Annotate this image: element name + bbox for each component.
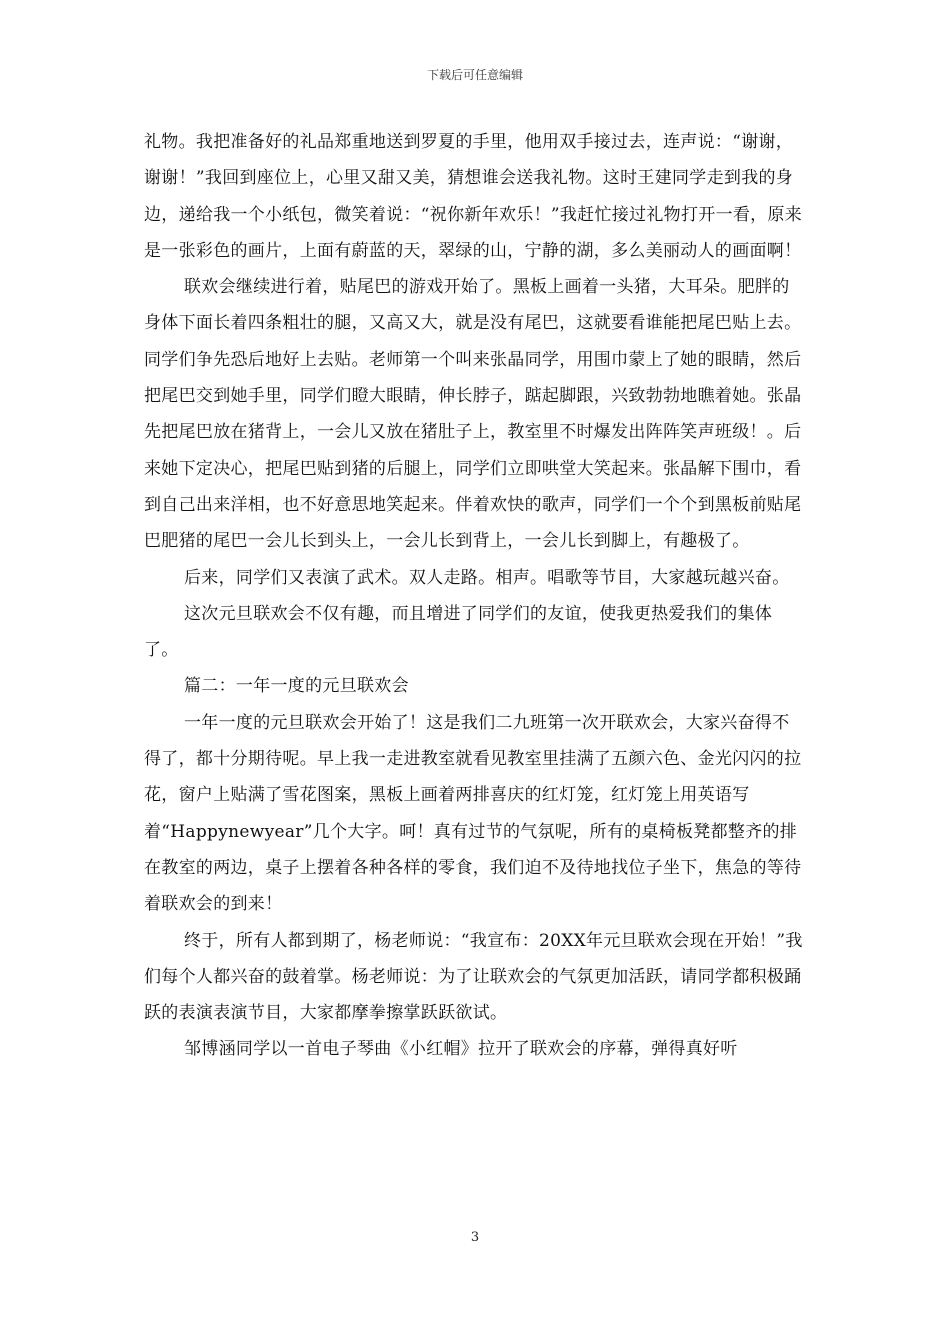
paragraph: 终于，所有人都到期了，杨老师说：“我宣布：20XX年元旦联欢会现在开始！”我们每个人都兴奋的鼓着掌。杨老师说：为了让联欢会的气氛更加活跃，请同学都积极踊跃的表演表演节目，大家都摩拳擦掌跃跃欲试。 <box>144 930 803 1024</box>
document-body <box>144 124 806 1068</box>
paragraph: 邹博涵同学以一首电子琴曲《小红帽》拉开了联欢会的序幕，弹得真好听 <box>184 1039 738 1060</box>
paragraph: 一年一度的元旦联欢会开始了！这是我们二九班第一次开联欢会，大家兴奋得不得了，都十分期待呢。早上我一走进教室就看见教室里挂满了五颜六色、金光闪闪的拉花，窗户上贴满了雪花图案，黑板上画着两排喜庆的红灯笼，红灯笼上用英语写着“Happynewyear”几个大字。呵！真有过节的气氛呢，所有的桌椅板凳都整齐的排在教室的两边，桌子上摆着各种各样的零食，我们迫不及待地找位子坐下，焦急的等待着联欢会的到来！ <box>144 712 802 915</box>
paragraph-continuation: 礼物。我把准备好的礼品郑重地送到罗夏的手里，他用双手接过去，连声说：“谢谢，谢谢！”我回到座位上，心里又甜又美，猜想谁会送我礼物。这时王建同学走到我的身边，递给我一个小纸包，微笑着说：“祝你新年欢乐！”我赶忙接过礼物打开一看，原来是一张彩色的画片，上面有蔚蓝的天，翠绿的山，宁静的湖，多么美丽动人的画面啊！ <box>144 132 803 261</box>
paragraph: 联欢会继续进行着，贴尾巴的游戏开始了。黑板上画着一头猪，大耳朵。肥胖的身体下面长着四条粗壮的腿，又高又大，就是没有尾巴，这就要看谁能把尾巴贴上去。同学们争先恐后地好上去贴。老师第一个叫来张晶同学，用围巾蒙上了她的眼睛，然后把尾巴交到她手里，同学们瞪大眼睛，伸长脖子，踮起脚跟，兴致勃勃地瞧着她。张晶先把尾巴放在猪背上，一会儿又放在猪肚子上，教室里不时爆发出阵阵笑声班级！。后来她下定决心，把尾巴贴到猪的后腿上，同学们立即哄堂大笑起来。张晶解下围巾，看到自己出来洋相，也不好意思地笑起来。伴着欢快的歌声，同学们一个个到黑板前贴尾巴肥猪的尾巴一会儿长到头上，一会儿长到背上，一会儿长到脚上，有趣极了。 <box>144 277 802 552</box>
paragraph: 这次元旦联欢会不仅有趣，而且增进了同学们的友谊，使我更热爱我们的集体了。 <box>144 603 773 661</box>
section-heading: 篇二：一年一度的元旦联欢会 <box>184 676 409 697</box>
paragraph: 后来，同学们又表演了武术。双人走路。相声。唱歌等节目，大家越玩越兴奋。 <box>184 567 790 588</box>
page-header: 下载后可任意编辑 <box>426 68 523 82</box>
page-number: 3 <box>470 1230 480 1245</box>
